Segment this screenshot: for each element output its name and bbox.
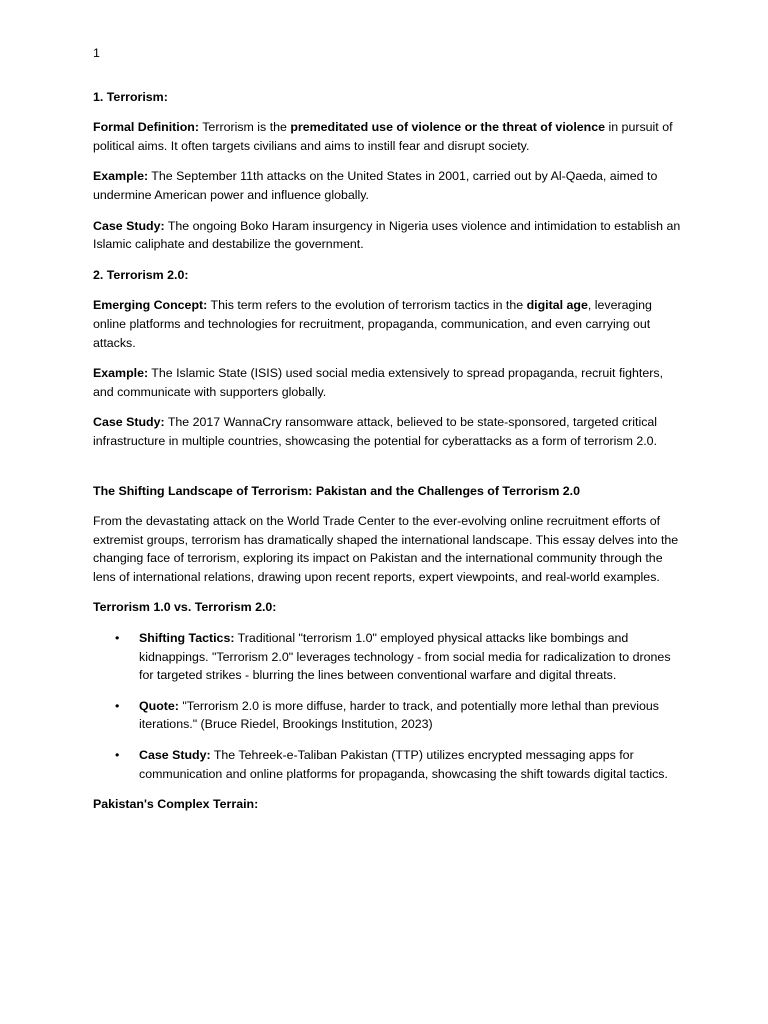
bullet-label: Quote: [139, 698, 179, 713]
emerging-concept-paragraph: Emerging Concept: This term refers to the evolution of terrorism tactics in the digital age, leveraging online platforms and technologies for recruitment, propaganda, communication, and even carrying out attacks. [93, 298, 652, 350]
section-heading-terrorism: 1. Terrorism: [93, 89, 168, 104]
bullet-label: Case Study: [139, 748, 211, 763]
list-item: • Quote: "Terrorism 2.0 is more diffuse, harder to track, and potentially more lethal than previous iterations." (Bruce Riedel, Brookings Institution, 2023) [115, 698, 659, 732]
list-item: • Shifting Tactics: Traditional "terrorism 1.0" employed physical attacks like bombings and kidnappings. "Terrorism 2.0" leverages technology - from social media for radicalization to drones for targeted strikes - blurring the lines between conventional warfare and digital threats. [115, 631, 671, 683]
example-paragraph: Example: The September 11th attacks on the United States in 2001, carried out by Al-Qaeda, aimed to undermine American power and influence globally. [93, 169, 658, 202]
case-study-label: Case Study: [93, 218, 165, 233]
bullet-icon: • [115, 698, 120, 713]
section-heading-terrorism-2: 2. Terrorism 2.0: [93, 267, 189, 282]
case-study-paragraph: Case Study: The ongoing Boko Haram insurgency in Nigeria uses violence and intimidation to establish an Islamic caliphate and destabilize the government. [93, 218, 681, 252]
formal-definition-paragraph: Formal Definition: Terrorism is the premeditated use of violence or the threat of violence in pursuit of political aims. It often targets civilians and aims to instill fear and disrupt society. [93, 120, 673, 153]
page-number: 1 [93, 46, 100, 60]
list-item: • Case Study: The Tehreek-e-Taliban Pakistan (TTP) utilizes encrypted messaging apps for communication and online platforms for propaganda, showcasing the shift towards digital tactics. [115, 748, 668, 781]
example-label: Example: [93, 169, 149, 184]
bullet-list [93, 629, 683, 783]
pakistan-terrain-heading: Pakistan's Complex Terrain: [93, 797, 259, 812]
essay-intro-paragraph: From the devastating attack on the World Trade Center to the ever-evolving online recruitment efforts of extremist groups, terrorism has dramatically shaped the international landscape. This essay delves into the changing face of terrorism, exploring its impact on Pakistan and the international community through the lens of international relations, drawing upon recent reports, expert viewpoints, and real-world examples. [93, 514, 679, 584]
case-study-paragraph-2: Case Study: The 2017 WannaCry ransomware attack, believed to be state-sponsored, targeted critical infrastructure in multiple countries, showcasing the potential for cyberattacks as a form of terrorism 2.0. [93, 415, 658, 448]
emerging-concept-label: Emerging Concept: [93, 298, 208, 313]
bullet-label: Shifting Tactics: [139, 631, 235, 646]
digital-age-emphasis: digital age [526, 298, 588, 313]
case-study-label: Case Study: [93, 415, 165, 430]
formal-definition-label: Formal Definition: [93, 120, 200, 135]
comparison-subheading: Terrorism 1.0 vs. Terrorism 2.0: [93, 600, 277, 615]
example-paragraph-2: Example: The Islamic State (ISIS) used social media extensively to spread propaganda, recruit fighters, and communicate with supporters globally. [93, 366, 664, 399]
example-label: Example: [93, 366, 149, 381]
document-body [93, 44, 683, 814]
bullet-icon: • [115, 631, 120, 646]
essay-title: The Shifting Landscape of Terrorism: Pakistan and the Challenges of Terrorism 2.0 [93, 483, 581, 498]
bullet-icon: • [115, 748, 120, 763]
definition-emphasis: premeditated use of violence or the threat of violence [290, 120, 606, 135]
